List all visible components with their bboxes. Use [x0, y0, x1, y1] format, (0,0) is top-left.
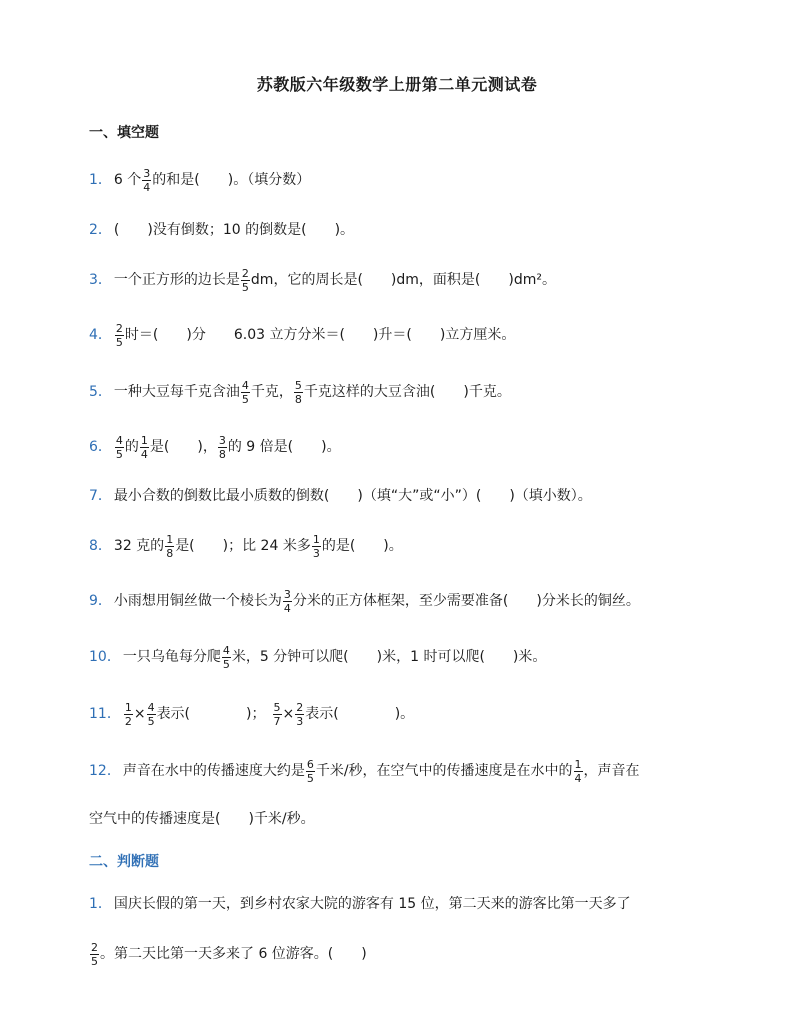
fraction: $\frac{5}{7}$ [273, 700, 281, 728]
question-12-continued: 空气中的传播速度是( )千米/秒。 [89, 811, 315, 827]
section-judge-heading: 二、判断题 [89, 854, 159, 870]
question-number: 3． [89, 272, 112, 288]
question-number: 1． [89, 896, 112, 912]
question-number: 9． [89, 593, 112, 609]
fraction: $\frac{1}{3}$ [312, 532, 320, 560]
question-number: 6． [89, 439, 112, 455]
question-7: 7． 最小合数的倒数比最小质数的倒数( )（填“大”或“小”）( )（填小数）。 [89, 488, 592, 504]
fraction: $\frac{3}{8}$ [218, 433, 226, 461]
question-number: 10． [89, 649, 121, 665]
fraction: $\frac{2}{3}$ [296, 700, 304, 728]
fraction: $\frac{4}{5}$ [241, 378, 249, 406]
question-9: 9． 小雨想用铜丝做一个棱长为 $\frac{3}{4}$ 分米的正方体框架，至少需要准备( )分米长的铜丝。 [89, 587, 640, 615]
times-sign: × [133, 706, 146, 722]
fraction: $\frac{5}{8}$ [294, 378, 302, 406]
fraction: $\frac{1}{2}$ [124, 700, 132, 728]
question-2: 2． ( )没有倒数；10 的倒数是( )。 [89, 222, 355, 238]
judge-question-1: 1． 国庆长假的第一天，到乡村农家大院的游客有 15 位，第二天来的游客比第一天多了 [89, 896, 631, 912]
fraction: $\frac{6}{5}$ [306, 757, 314, 785]
question-number: 5． [89, 384, 112, 400]
fraction: $\frac{4}{5}$ [115, 433, 123, 461]
question-8: 8． 32 克的 $\frac{1}{8}$ 是( )；比 24 米多 $\frac{1}{3}$ 的是( )。 [89, 532, 403, 560]
fraction: $\frac{2}{5}$ [241, 266, 249, 294]
question-number: 11． [89, 706, 121, 722]
fraction: $\frac{1}{4}$ [140, 433, 148, 461]
question-11: 11． $\frac{1}{2}$ × $\frac{4}{5}$ 表示( )； $\frac{5}{7}$ × $\frac{2}{3}$ 表示( )。 [89, 700, 415, 728]
fraction: $\frac{3}{4}$ [283, 587, 291, 615]
question-number: 1． [89, 172, 112, 188]
question-4: 4． $\frac{2}{5}$ 时＝( )分 6.03 立方分米＝( )升＝( )立方厘米。 [89, 321, 516, 349]
question-12: 12． 声音在水中的传播速度大约是 $\frac{6}{5}$ 千米/秒，在空气中的传播速度是在水中的 $\frac{1}{4}$ ，声音在 [89, 757, 640, 785]
question-1: 1． 6 个 $\frac{3}{4}$ 的和是( )。（填分数） [89, 166, 311, 194]
question-number: 7． [89, 488, 112, 504]
section-fill-heading: 一、填空题 [89, 125, 159, 141]
question-10: 10． 一只乌龟每分爬 $\frac{4}{5}$ 米，5 分钟可以爬( )米，1 时可以爬( )米。 [89, 643, 547, 671]
page-title: 苏教版六年级数学上册第二单元测试卷 [256, 75, 538, 94]
fraction: $\frac{4}{5}$ [222, 643, 230, 671]
question-5: 5． 一种大豆每千克含油 $\frac{4}{5}$ 千克， $\frac{5}{8}$ 千克这样的大豆含油( )千克。 [89, 378, 511, 406]
fraction: $\frac{1}{4}$ [574, 757, 582, 785]
question-3: 3． 一个正方形的边长是 $\frac{2}{5}$ dm，它的周长是( )dm，面积是( )dm²。 [89, 266, 556, 294]
fraction: $\frac{3}{4}$ [143, 166, 151, 194]
fraction: $\frac{2}{5}$ [91, 940, 98, 968]
fraction: $\frac{1}{8}$ [166, 532, 174, 560]
fraction: $\frac{4}{5}$ [147, 700, 155, 728]
judge-question-1-continued: $\frac{2}{5}$ 。第二天比第一天多来了 6 位游客。( ) [91, 940, 367, 968]
question-number: 2． [89, 222, 112, 238]
question-number: 8． [89, 538, 112, 554]
question-number: 12． [89, 763, 121, 779]
question-number: 4． [89, 327, 112, 343]
question-6: 6． $\frac{4}{5}$ 的 $\frac{1}{4}$ 是( )， $\frac{3}{8}$ 的 9 倍是( )。 [89, 433, 341, 461]
times-sign: × [282, 706, 295, 722]
fraction: $\frac{2}{5}$ [115, 321, 123, 349]
